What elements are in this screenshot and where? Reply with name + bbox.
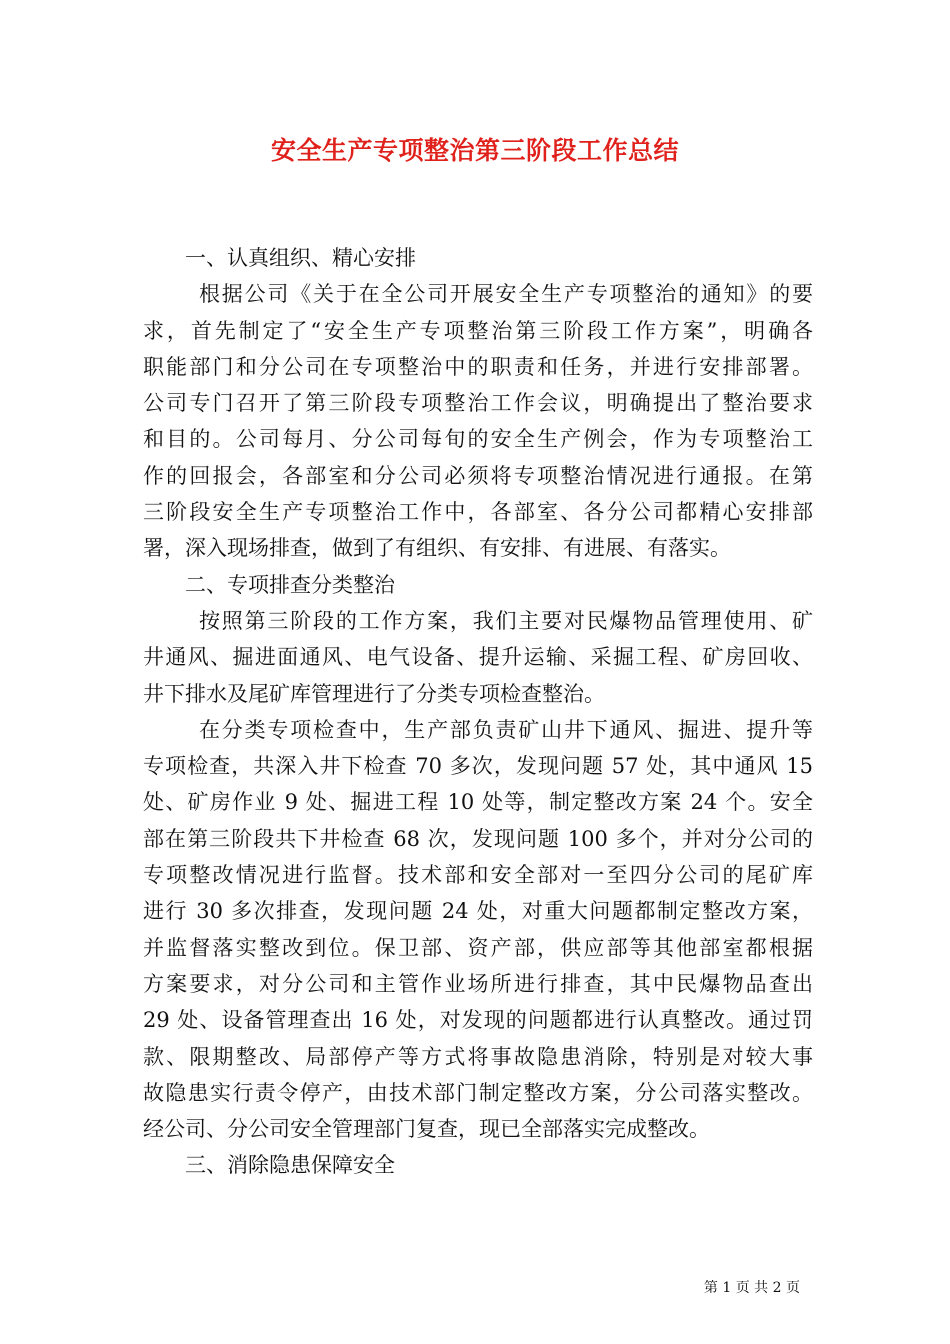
page-number-footer: 第 1 页 共 2 页 [703, 1280, 800, 1296]
paragraph-line: 三阶段安全生产专项整治工作中，各部室、各分公司都精心安排部 [143, 500, 813, 525]
paragraph-line: 井下排水及尾矿库管理进行了分类专项检查整治。 [143, 681, 605, 706]
paragraph-line: 根据公司《关于在全公司开展安全生产专项整治的通知》的要 [199, 282, 813, 307]
paragraph-line: 按照第三阶段的工作方案，我们主要对民爆物品管理使用、矿 [199, 608, 813, 633]
paragraph-line: 故隐患实行责令停产，由技术部门制定整改方案，分公司落实整改。 [143, 1080, 813, 1105]
paragraph-line: 专项整改情况进行监督。技术部和安全部对一至四分公司的尾矿库 [143, 863, 813, 888]
paragraph-line: 职能部门和分公司在专项整治中的职责和任务，并进行安排部署。 [143, 354, 813, 379]
paragraph-line: 进行 30 多次排查，发现问题 24 处，对重大问题都制定整改方案， [143, 899, 813, 924]
paragraph-line: 方案要求，对分公司和主管作业场所进行排查，其中民爆物品查出 [143, 971, 813, 996]
paragraph-line: 署，深入现场排查，做到了有组织、有安排、有进展、有落实。 [143, 536, 731, 561]
document-body [143, 240, 813, 1184]
paragraph-line: 专项检查，共深入井下检查 70 多次，发现问题 57 处，其中通风 15 [143, 754, 813, 779]
section-heading: 二、专项排查分类整治 [185, 572, 395, 597]
paragraph-line: 在分类专项检查中，生产部负责矿山井下通风、掘进、提升等 [199, 717, 813, 742]
paragraph-line: 款、限期整改、局部停产等方式将事故隐患消除，特别是对较大事 [143, 1044, 813, 1069]
paragraph-line: 求，首先制定了“安全生产专项整治第三阶段工作方案”，明确各 [143, 318, 813, 343]
paragraph-line: 经公司、分公司安全管理部门复查，现已全部落实完成整改。 [143, 1117, 710, 1142]
paragraph-line: 29 处、设备管理查出 16 处，对发现的问题都进行认真整改。通过罚 [143, 1008, 813, 1033]
document-title: 安全生产专项整治第三阶段工作总结 [270, 136, 679, 165]
paragraph-line: 和目的。公司每月、分公司每旬的安全生产例会，作为专项整治工 [143, 427, 813, 452]
paragraph-line: 井通风、掘进面通风、电气设备、提升运输、采掘工程、矿房回收、 [143, 645, 813, 670]
paragraph-line: 部在第三阶段共下井检查 68 次，发现问题 100 多个，并对分公司的 [143, 826, 813, 851]
paragraph-line: 作的回报会，各部室和分公司必须将专项整治情况进行通报。在第 [143, 463, 813, 488]
section-heading: 三、消除隐患保障安全 [185, 1153, 395, 1178]
paragraph-line: 公司专门召开了第三阶段专项整治工作会议，明确提出了整治要求 [143, 391, 813, 416]
paragraph-line: 并监督落实整改到位。保卫部、资产部，供应部等其他部室都根据 [143, 935, 813, 960]
section-heading: 一、认真组织、精心安排 [185, 246, 416, 270]
paragraph-line: 处、矿房作业 9 处、掘进工程 10 处等，制定整改方案 24 个。安全 [143, 790, 813, 815]
